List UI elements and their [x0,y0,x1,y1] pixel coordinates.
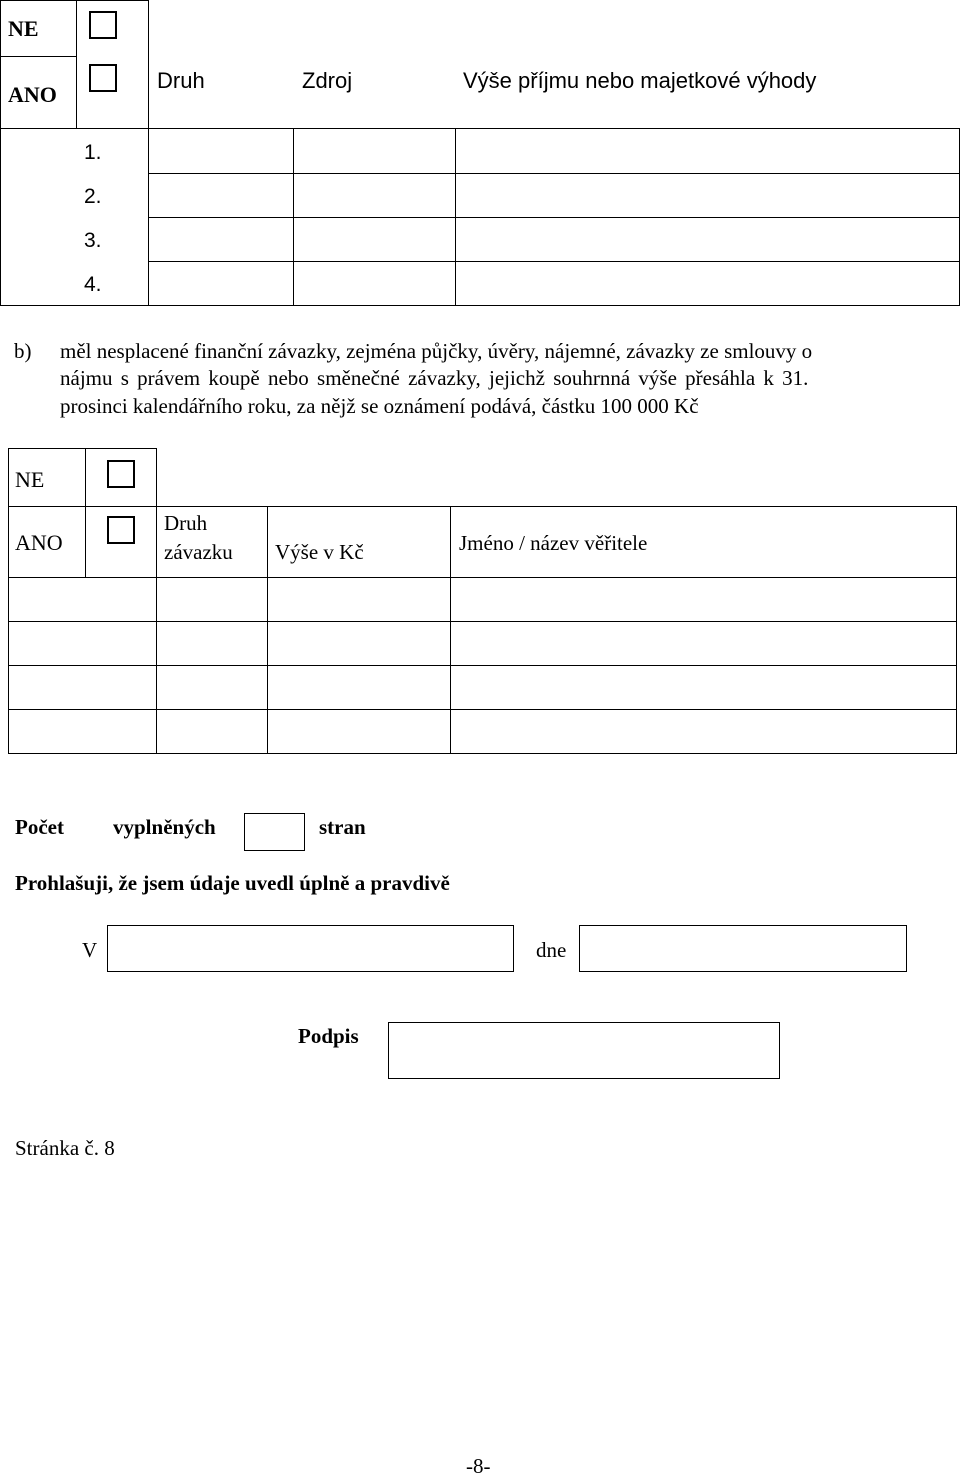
header-jmeno-veritele: Jméno / název věřitele [459,531,648,555]
header-druh-zavazku: Druh [164,511,208,535]
header-vyse-v-kc: Výše v Kč [275,540,364,564]
row-number: 3. [84,229,102,252]
page-label: Stránka č. 8 [15,1136,115,1160]
table-b-border [8,753,957,754]
yes-label: ANO [8,82,57,107]
row-number: 1. [84,141,102,164]
signature-field[interactable] [388,1022,780,1079]
table-b-border [267,506,268,754]
header-zdroj: Zdroj [302,68,353,93]
table-a-border [76,0,77,128]
table-a-border [0,0,149,1]
table-b-border [8,448,9,754]
section-text-line: měl nesplacené finanční závazky, zejména půjčky, úvěry, nájemné, závazky ze smlouvy o [60,339,813,363]
table-b-border [956,506,957,754]
header-druh: Druh [157,68,205,93]
no-label: NE [8,16,39,41]
date-label: dne [536,938,567,962]
page-number: -8- [466,1454,491,1478]
declaration-text: Prohlašuji, že jsem údaje uvedl úplně a pravdivě [15,871,450,895]
table-b-border [85,448,86,578]
count-label: Počet [15,815,64,839]
yes-checkbox[interactable] [89,64,117,92]
table-b-border [450,506,451,754]
yes-checkbox[interactable] [107,516,135,544]
no-label: NE [15,467,45,492]
row-number: 4. [84,273,102,296]
table-a-border [149,217,960,218]
table-a-border [149,261,960,262]
section-text-line: nájmu s právem koupě nebo směnečné závazky, jejichž souhrnná výše přesáhla k 31. [60,366,809,390]
table-a-border [0,128,960,129]
count-label: vyplněných [113,815,216,839]
yes-label: ANO [15,530,63,555]
table-b-border [8,506,957,507]
no-checkbox[interactable] [107,460,135,488]
table-b-border [156,448,157,754]
section-marker: b) [14,339,32,363]
row-number: 2. [84,185,102,208]
page-count-field[interactable] [244,813,305,851]
place-field[interactable] [107,925,514,972]
table-a-border [293,128,294,306]
count-label: stran [319,815,366,839]
table-a-border [149,173,960,174]
no-checkbox[interactable] [89,11,117,39]
section-text-line: prosinci kalendářního roku, za nějž se oznámení podává, částku 100 000 Kč [60,394,699,418]
table-b-border [8,448,157,449]
table-a-border [455,128,456,306]
signature-label: Podpis [298,1024,359,1048]
table-a-border [0,0,1,306]
table-b-border [8,709,957,710]
table-b-border [8,665,957,666]
table-a-border [0,305,960,306]
table-b-border [8,621,957,622]
header-vyse-prijmu: Výše příjmu nebo majetkové výhody [463,68,817,93]
header-druh-zavazku: závazku [164,540,233,564]
table-b-border [8,577,957,578]
table-a-border [148,0,149,306]
place-label: V [82,938,98,962]
date-field[interactable] [579,925,907,972]
table-a-border [0,56,76,57]
